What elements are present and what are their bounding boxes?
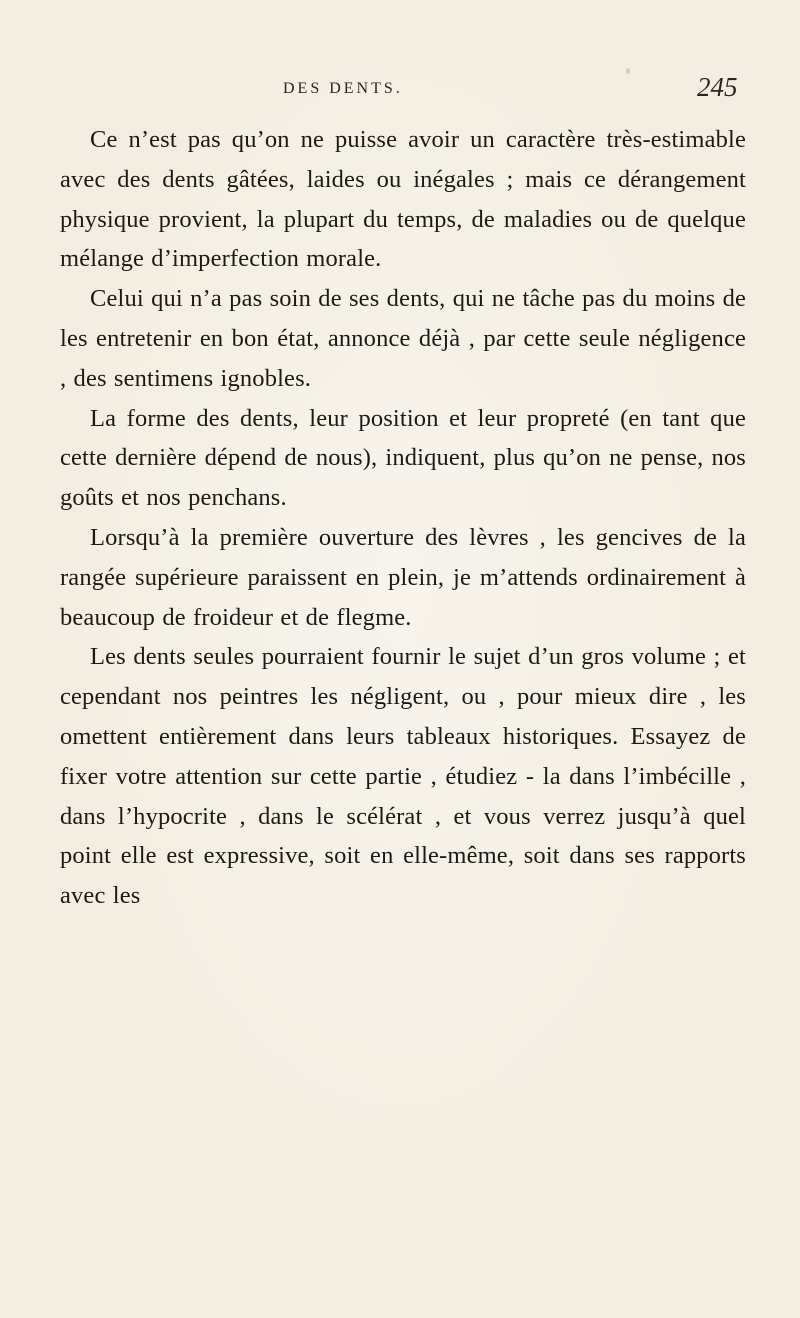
body-text <box>60 120 746 916</box>
running-title: DES DENTS. <box>283 80 403 97</box>
paragraph-1: Ce n’est pas qu’on ne puisse avoir un caractère très-estimable avec des dents gâtées, laides ou inégales ; mais ce dérangement physique provient, la plupart du temps, de maladies ou de quelque mélange d’imperfection morale. <box>60 126 746 273</box>
paragraph-4: Lorsqu’à la première ouverture des lèvres , les gencives de la rangée supérieure paraissent en plein, je m’attends ordinairement à beaucoup de froideur et de flegme. <box>60 523 746 631</box>
paragraph-5: Les dents seules pourraient fournir le sujet d’un gros volume ; et cependant nos peintres les négligent, ou , pour mieux dire , les omettent entièrement dans leurs tableaux historiques. Essayez de fixer votre attention sur cette partie , étudiez - la dans l’imbécille , dans l’hypocrite , dans le scélérat , et vous verrez jusqu’à quel point elle est expressive, soit en elle-même, soit dans ses rapports avec les <box>60 643 746 910</box>
paragraph-3: La forme des dents, leur position et leur propreté (en tant que cette dernière dépend de nous), indiquent, plus qu’on ne pense, nos goûts et nos penchans. <box>60 404 746 512</box>
page-number: 245 <box>697 72 738 102</box>
running-head <box>0 72 800 112</box>
paragraph-2: Celui qui n’a pas soin de ses dents, qui ne tâche pas du moins de les entretenir en bon état, annonce déjà , par cette seule négligence , des sentimens ignobles. <box>60 285 746 392</box>
